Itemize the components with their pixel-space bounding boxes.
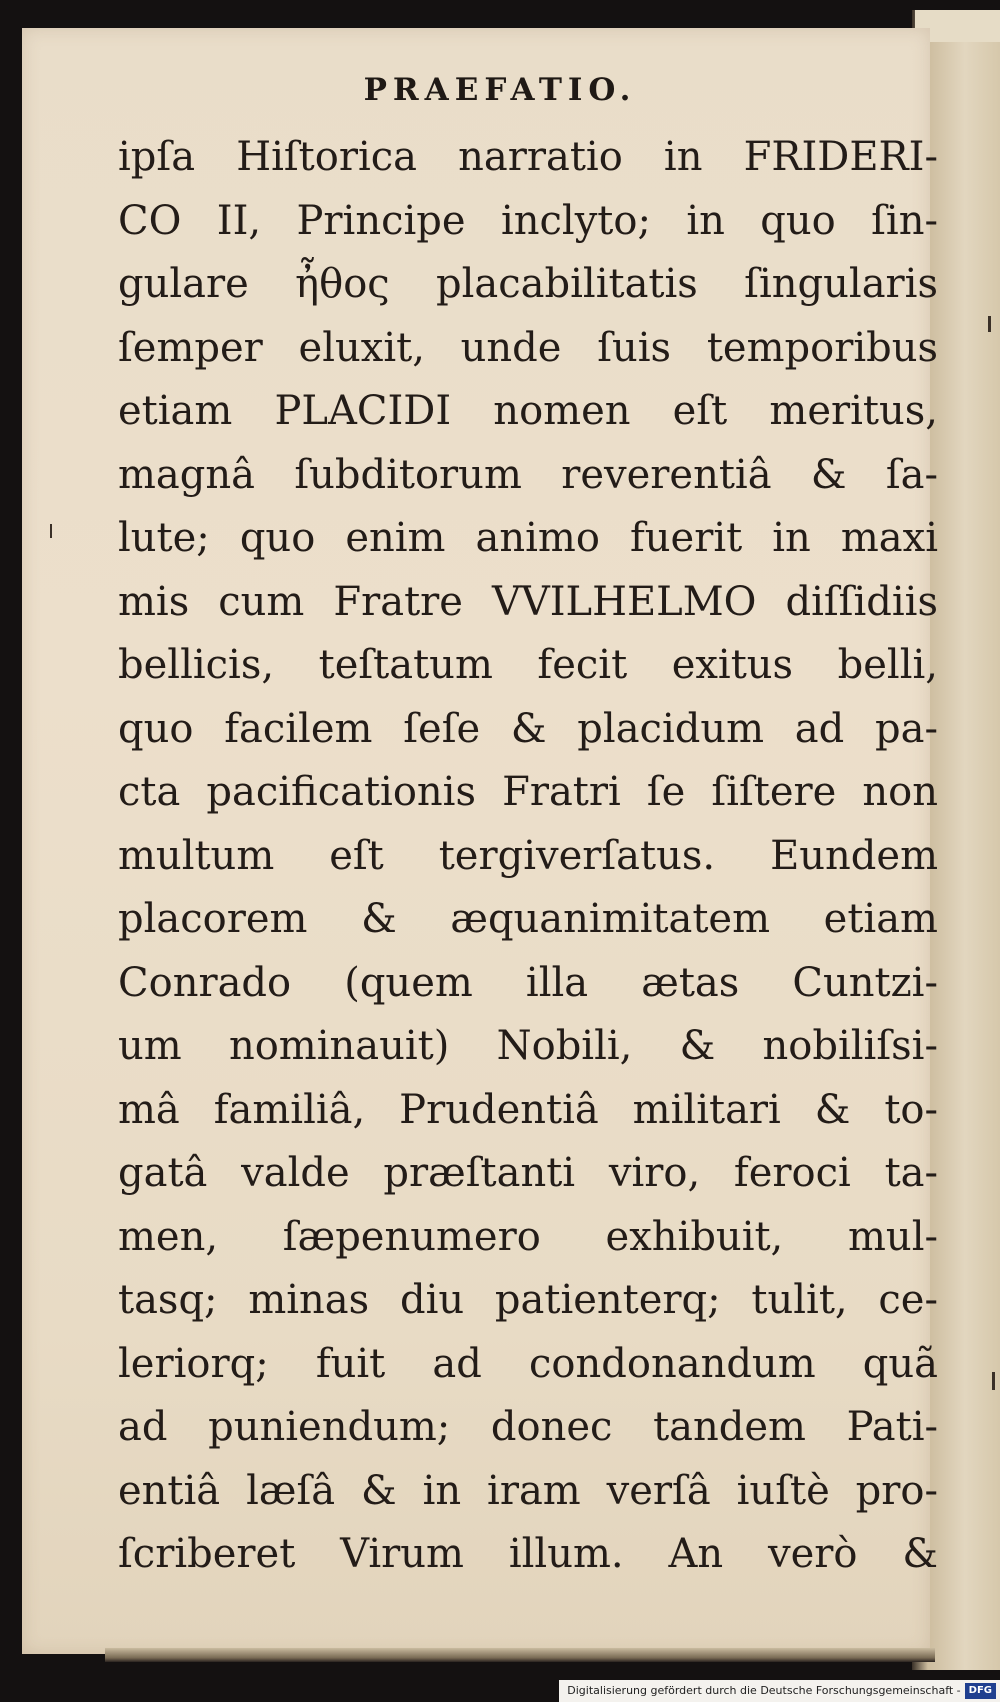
- text-line: entiâ læſâ & in iram verſâ iuſtè pro-: [118, 1467, 938, 1514]
- margin-speck: [50, 524, 52, 538]
- text-line: magnâ ſubditorum reverentiâ & ſa-: [118, 451, 938, 498]
- text-line: tasq; minas diu patienterq; tulit, ce-: [118, 1277, 938, 1323]
- text-line: mis cum Fratre VVILHELMO diſſidiis: [118, 578, 938, 625]
- digitization-credit: [559, 1680, 1000, 1702]
- margin-speck: [988, 316, 991, 332]
- text-line: multum eſt tergiverſatus. Eundem: [118, 832, 938, 879]
- text-line: men, ſæpenumero exhibuit, mul-: [118, 1213, 938, 1260]
- text-line: um nominauit) Nobili, & nobiliſsi-: [118, 1023, 938, 1069]
- credit-text: Digitalisierung gefördert durch die Deutsche Forschungsgemeinschaft -: [567, 1684, 961, 1697]
- running-head: PRAEFATIO.: [363, 72, 637, 108]
- text-line: cta pacificationis Fratri ſe ſiſtere non: [118, 769, 938, 815]
- text-line: ſcriberet Virum illum. An verò &: [118, 1531, 938, 1577]
- text-line: quo facilem ſeſe & placidum ad pa-: [118, 705, 938, 752]
- text-line: CO II, Principe inclyto; in quo ſin-: [118, 197, 938, 244]
- text-line: Conrado (quem illa ætas Cuntzi-: [118, 959, 938, 1006]
- text-line: etiam PLACIDI nomen eſt meritus,: [118, 388, 938, 434]
- text-line: gulare ἦθος placabilitatis ſingularis: [118, 261, 938, 307]
- body-text: [118, 126, 938, 1587]
- text-line: ſemper eluxit, unde ſuis temporibus: [118, 324, 938, 371]
- text-line: lute; quo enim animo fuerit in maxi: [118, 515, 938, 561]
- margin-speck: [992, 1372, 995, 1390]
- text-line: bellicis, teſtatum fecit exitus belli,: [118, 642, 938, 688]
- text-line: ad puniendum; donec tandem Pati-: [118, 1404, 938, 1450]
- text-line: leriorq; fuit ad condonandum quã: [118, 1340, 938, 1387]
- text-line: ipſa Hiſtorica narratio in FRIDERI-: [118, 134, 938, 180]
- text-line: gatâ valde præſtanti viro, feroci ta-: [118, 1150, 938, 1196]
- text-line: mâ familiâ, Prudentiâ militari & to-: [118, 1086, 938, 1133]
- dfg-logo: DFG: [965, 1683, 996, 1699]
- page-bottom-edge: [105, 1648, 935, 1662]
- text-line: placorem & æquanimitatem etiam: [118, 896, 938, 942]
